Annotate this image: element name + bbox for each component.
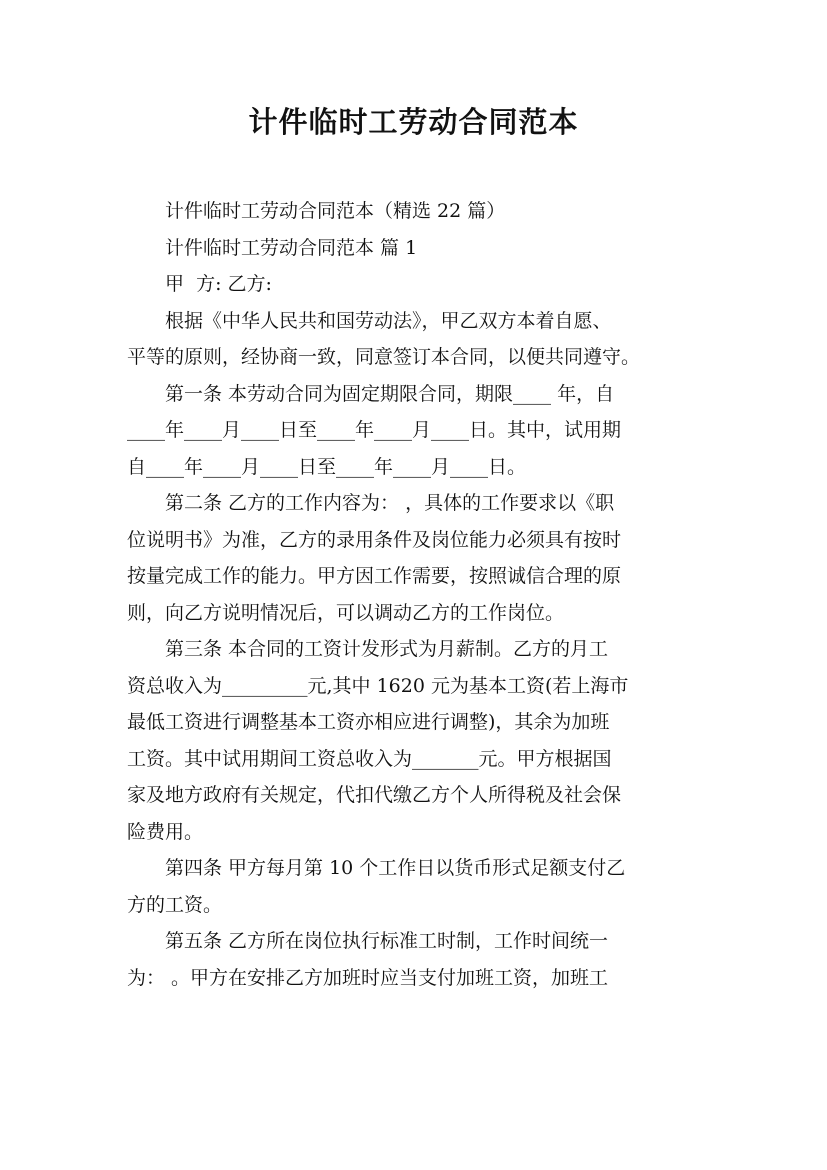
text-line: 方的工资。 [127,893,223,916]
text-line: 甲 方: 乙方: [165,273,272,295]
text-line: 资总收入为_________元,其中 1620 元为基本工资(若上海市 [127,674,629,697]
text-line: 为： 。甲方在安排乙方加班时应当支付加班工资，加班工 [127,966,609,989]
section-heading [127,230,701,267]
text-line: 计件临时工劳动合同范本 篇 1 [165,236,418,259]
text-line: ____年____月____日至____年____月____日。其中，试用期 [127,419,622,441]
text-line: 第三条 本合同的工资计发形式为月薪制。乙方的月工 [165,638,609,660]
paragraph-article-2 [127,485,701,631]
text-line: 险费用。 [127,820,204,843]
text-line: 平等的原则，经协商一致，同意签订本合同，以便共同遵守。 [127,346,641,368]
text-line: 工资。其中试用期间工资总收入为_______元。甲方根据国 [127,747,612,770]
paragraph-article-3 [127,631,701,850]
text-line: 第二条 乙方的工作内容为： ，具体的工作要求以《职 [165,492,615,514]
paragraph-article-4 [127,850,701,923]
document-title: 计件临时工劳动合同范本 [248,105,579,139]
parties-line [127,266,701,303]
text-line: 第一条 本劳动合同为固定期限合同，期限____ 年，自 [165,382,615,405]
paragraph-preamble [127,303,701,376]
text-line: 第五条 乙方所在岗位执行标准工时制，工作时间统一 [165,930,609,952]
text-line: 位说明书》为准，乙方的录用条件及岗位能力必须具有按时 [127,528,622,551]
document-body [127,193,701,996]
paragraph-article-5 [127,923,701,996]
text-line: 自____年____月____日至____年____月____日。 [127,455,527,478]
text-line: 按量完成工作的能力。甲方因工作需要，按照诚信合理的原 [127,565,622,587]
text-line: 计件临时工劳动合同范本（精选 22 篇） [165,200,506,222]
text-line: 则，向乙方说明情况后，可以调动乙方的工作岗位。 [127,601,565,624]
text-line: 根据《中华人民共和国劳动法》，甲乙双方本着自愿、 [165,309,612,332]
text-line: 最低工资进行调整基本工资亦相应进行调整)，其余为加班 [127,711,610,733]
subtitle-line [127,193,701,230]
text-line: 第四条 甲方每月第 10 个工作日以货币形式足额支付乙 [165,857,626,879]
text-line: 家及地方政府有关规定，代扣代缴乙方个人所得税及社会保 [127,784,622,806]
paragraph-article-1 [127,376,701,486]
